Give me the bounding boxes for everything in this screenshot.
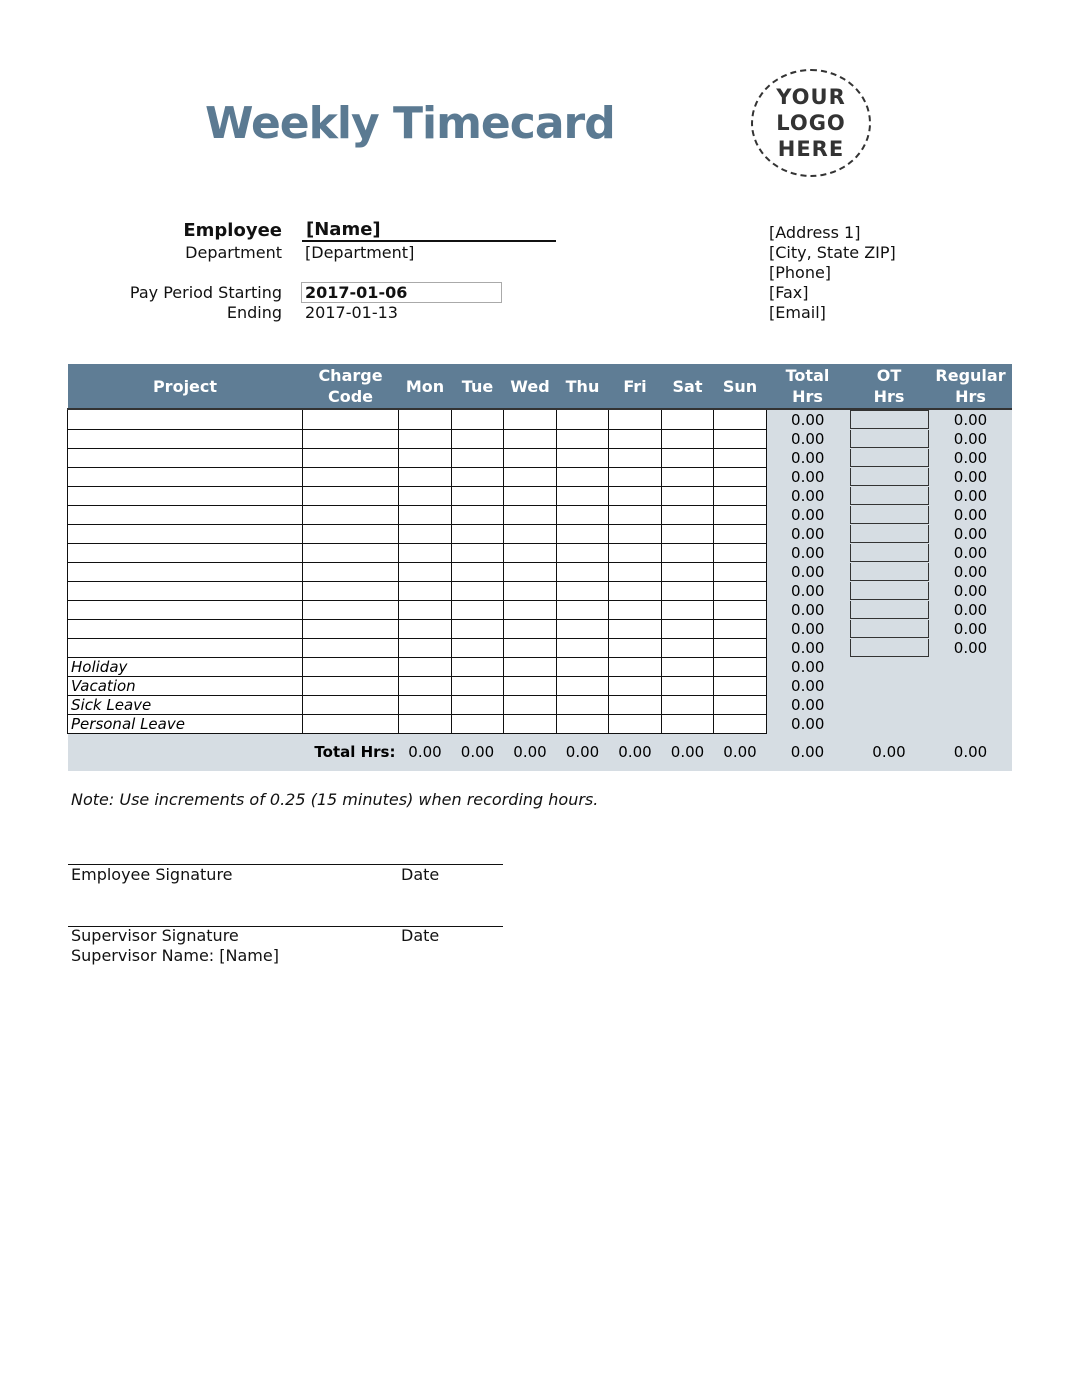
charge-code-cell[interactable] — [303, 676, 399, 695]
wed-hours-cell[interactable] — [504, 524, 557, 543]
ot-input[interactable] — [850, 525, 929, 543]
tue-hours-cell[interactable] — [452, 619, 504, 638]
sat-hours-cell[interactable] — [662, 524, 714, 543]
row-regular-hrs: 0.00 — [930, 581, 1012, 600]
fri-hours-cell[interactable] — [609, 581, 662, 600]
empty-cell — [849, 714, 930, 733]
fri-hours-cell[interactable] — [609, 505, 662, 524]
project-cell[interactable] — [68, 467, 303, 486]
fri-hours-cell[interactable] — [609, 429, 662, 448]
mon-hours-cell[interactable] — [399, 429, 452, 448]
header-total-hrs — [767, 364, 849, 409]
tue-hours-cell[interactable] — [452, 467, 504, 486]
ot-input[interactable] — [850, 430, 929, 448]
thu-hours-cell[interactable] — [557, 429, 609, 448]
fri-hours-cell[interactable] — [609, 676, 662, 695]
header-text: Hrs — [792, 387, 823, 406]
fri-hours-cell[interactable] — [609, 638, 662, 657]
table-row — [68, 638, 1012, 657]
row-total-hrs: 0.00 — [767, 714, 849, 733]
ot-hrs-cell[interactable] — [849, 543, 930, 562]
mon-hours-cell[interactable] — [399, 695, 452, 714]
thu-hours-cell[interactable] — [557, 409, 609, 429]
fri-hours-cell[interactable] — [609, 467, 662, 486]
header-text: Hrs — [955, 387, 986, 406]
charge-code-cell[interactable] — [303, 505, 399, 524]
sun-hours-cell[interactable] — [714, 657, 767, 676]
row-total-hrs: 0.00 — [767, 467, 849, 486]
thu-hours-cell[interactable] — [557, 657, 609, 676]
sun-hours-cell[interactable] — [714, 429, 767, 448]
mon-hours-cell[interactable] — [399, 543, 452, 562]
wed-hours-cell[interactable] — [504, 543, 557, 562]
supervisor-signature-label: Supervisor Signature — [71, 926, 239, 945]
row-regular-hrs: 0.00 — [930, 448, 1012, 467]
sat-hours-cell[interactable] — [662, 600, 714, 619]
row-regular-hrs: 0.00 — [930, 429, 1012, 448]
charge-code-cell[interactable] — [303, 581, 399, 600]
ot-hrs-cell[interactable] — [849, 448, 930, 467]
thu-hours-cell[interactable] — [557, 714, 609, 733]
sat-hours-cell[interactable] — [662, 429, 714, 448]
sat-hours-cell[interactable] — [662, 543, 714, 562]
fri-hours-cell[interactable] — [609, 562, 662, 581]
thu-hours-cell[interactable] — [557, 638, 609, 657]
row-total-hrs: 0.00 — [767, 562, 849, 581]
project-cell[interactable] — [68, 429, 303, 448]
sat-hours-cell[interactable] — [662, 562, 714, 581]
thu-hours-cell[interactable] — [557, 486, 609, 505]
header-ot-hrs — [849, 364, 930, 409]
charge-code-cell[interactable] — [303, 524, 399, 543]
total-sat: 0.00 — [662, 733, 714, 771]
supervisor-date-label: Date — [401, 926, 440, 945]
row-total-hrs: 0.00 — [767, 676, 849, 695]
project-cell[interactable] — [68, 409, 303, 429]
row-total-hrs: 0.00 — [767, 619, 849, 638]
mon-hours-cell[interactable] — [399, 409, 452, 429]
tue-hours-cell[interactable] — [452, 676, 504, 695]
mon-hours-cell[interactable] — [399, 619, 452, 638]
charge-code-cell[interactable] — [303, 695, 399, 714]
tue-hours-cell[interactable] — [452, 543, 504, 562]
fax: [Fax] — [769, 283, 809, 302]
sat-hours-cell[interactable] — [662, 448, 714, 467]
mon-hours-cell[interactable] — [399, 562, 452, 581]
wed-hours-cell[interactable] — [504, 409, 557, 429]
project-cell[interactable] — [68, 581, 303, 600]
wed-hours-cell[interactable] — [504, 581, 557, 600]
sun-hours-cell[interactable] — [714, 562, 767, 581]
sun-hours-cell[interactable] — [714, 409, 767, 429]
fri-hours-cell[interactable] — [609, 409, 662, 429]
row-total-hrs: 0.00 — [767, 505, 849, 524]
row-total-hrs: 0.00 — [767, 638, 849, 657]
fri-hours-cell[interactable] — [609, 714, 662, 733]
row-total-hrs: 0.00 — [767, 581, 849, 600]
row-regular-hrs: 0.00 — [930, 638, 1012, 657]
tue-hours-cell[interactable] — [452, 695, 504, 714]
charge-code-cell[interactable] — [303, 409, 399, 429]
sat-hours-cell[interactable] — [662, 581, 714, 600]
project-cell[interactable] — [68, 600, 303, 619]
charge-code-cell[interactable] — [303, 714, 399, 733]
row-regular-hrs: 0.00 — [930, 619, 1012, 638]
sun-hours-cell[interactable] — [714, 524, 767, 543]
empty-cell — [849, 695, 930, 714]
row-regular-hrs: 0.00 — [930, 505, 1012, 524]
sun-hours-cell[interactable] — [714, 619, 767, 638]
ot-hrs-cell[interactable] — [849, 524, 930, 543]
charge-code-cell[interactable] — [303, 562, 399, 581]
sun-hours-cell[interactable] — [714, 638, 767, 657]
charge-code-cell[interactable] — [303, 638, 399, 657]
sun-hours-cell[interactable] — [714, 505, 767, 524]
mon-hours-cell[interactable] — [399, 600, 452, 619]
total-hrs: 0.00 — [767, 733, 849, 771]
sat-hours-cell[interactable] — [662, 619, 714, 638]
tue-hours-cell[interactable] — [452, 638, 504, 657]
empty-cell — [930, 714, 1012, 733]
ot-hrs-cell[interactable] — [849, 429, 930, 448]
wed-hours-cell[interactable] — [504, 486, 557, 505]
empty-cell — [930, 676, 1012, 695]
fri-hours-cell[interactable] — [609, 695, 662, 714]
header-wed: Wed — [504, 364, 557, 409]
ot-hrs-cell[interactable] — [849, 467, 930, 486]
ot-input[interactable] — [850, 410, 929, 429]
total-regular: 0.00 — [930, 733, 1012, 771]
page-title: Weekly Timecard — [205, 98, 615, 149]
mon-hours-cell[interactable] — [399, 676, 452, 695]
row-total-hrs: 0.00 — [767, 695, 849, 714]
table-row — [68, 600, 1012, 619]
row-total-hrs: 0.00 — [767, 448, 849, 467]
sat-hours-cell[interactable] — [662, 657, 714, 676]
row-regular-hrs: 0.00 — [930, 467, 1012, 486]
ending-label: Ending — [226, 303, 282, 322]
ot-hrs-cell[interactable] — [849, 486, 930, 505]
department-label: Department — [185, 243, 282, 262]
thu-hours-cell[interactable] — [557, 581, 609, 600]
row-regular-hrs: 0.00 — [930, 409, 1012, 429]
wed-hours-cell[interactable] — [504, 505, 557, 524]
header-thu: Thu — [557, 364, 609, 409]
totals-label: Total Hrs: — [68, 733, 399, 771]
thu-hours-cell[interactable] — [557, 600, 609, 619]
empty-cell — [849, 676, 930, 695]
table-row — [68, 695, 1012, 714]
sun-hours-cell[interactable] — [714, 543, 767, 562]
wed-hours-cell[interactable] — [504, 657, 557, 676]
tue-hours-cell[interactable] — [452, 409, 504, 429]
fri-hours-cell[interactable] — [609, 657, 662, 676]
fri-hours-cell[interactable] — [609, 619, 662, 638]
header-mon: Mon — [399, 364, 452, 409]
table-row — [68, 619, 1012, 638]
address-line: [Address 1] — [769, 223, 861, 242]
table-row — [68, 543, 1012, 562]
table-row — [68, 524, 1012, 543]
header-sun: Sun — [714, 364, 767, 409]
thu-hours-cell[interactable] — [557, 619, 609, 638]
tue-hours-cell[interactable] — [452, 486, 504, 505]
note: Note: Use increments of 0.25 (15 minutes) when recording hours. — [71, 790, 599, 809]
thu-hours-cell[interactable] — [557, 505, 609, 524]
mon-hours-cell[interactable] — [399, 638, 452, 657]
header-sat: Sat — [662, 364, 714, 409]
total-ot: 0.00 — [849, 733, 930, 771]
department-field[interactable]: [Department] — [305, 243, 415, 262]
sun-hours-cell[interactable] — [714, 581, 767, 600]
table-row — [68, 448, 1012, 467]
project-cell[interactable] — [68, 486, 303, 505]
sun-hours-cell[interactable] — [714, 600, 767, 619]
supervisor-name: Supervisor Name: [Name] — [71, 946, 279, 965]
header-project: Project — [68, 364, 303, 409]
sat-hours-cell[interactable] — [662, 467, 714, 486]
wed-hours-cell[interactable] — [504, 714, 557, 733]
email: [Email] — [769, 303, 826, 322]
ot-hrs-cell[interactable] — [849, 638, 930, 657]
sat-hours-cell[interactable] — [662, 505, 714, 524]
row-regular-hrs: 0.00 — [930, 600, 1012, 619]
row-regular-hrs: 0.00 — [930, 562, 1012, 581]
tue-hours-cell[interactable] — [452, 562, 504, 581]
header-text: OT — [876, 366, 902, 385]
row-total-hrs: 0.00 — [767, 657, 849, 676]
thu-hours-cell[interactable] — [557, 448, 609, 467]
sat-hours-cell[interactable] — [662, 486, 714, 505]
logo-text: YOUR — [776, 85, 846, 109]
tue-hours-cell[interactable] — [452, 581, 504, 600]
total-mon: 0.00 — [399, 733, 452, 771]
logo-text: HERE — [777, 137, 845, 161]
fri-hours-cell[interactable] — [609, 600, 662, 619]
mon-hours-cell[interactable] — [399, 486, 452, 505]
header-tue: Tue — [452, 364, 504, 409]
tue-hours-cell[interactable] — [452, 657, 504, 676]
project-cell[interactable] — [68, 562, 303, 581]
pay-period-end-value: 2017-01-13 — [305, 303, 398, 322]
charge-code-cell[interactable] — [303, 657, 399, 676]
wed-hours-cell[interactable] — [504, 638, 557, 657]
employee-date-label: Date — [401, 865, 440, 884]
employee-name-field[interactable]: [Name] — [302, 219, 556, 242]
empty-cell — [930, 695, 1012, 714]
fri-hours-cell[interactable] — [609, 543, 662, 562]
fri-hours-cell[interactable] — [609, 524, 662, 543]
sun-hours-cell[interactable] — [714, 676, 767, 695]
total-tue: 0.00 — [452, 733, 504, 771]
mon-hours-cell[interactable] — [399, 581, 452, 600]
project-cell[interactable]: Sick Leave — [68, 695, 303, 714]
wed-hours-cell[interactable] — [504, 600, 557, 619]
total-sun: 0.00 — [714, 733, 767, 771]
sun-hours-cell[interactable] — [714, 448, 767, 467]
table-row — [68, 409, 1012, 429]
sun-hours-cell[interactable] — [714, 714, 767, 733]
project-cell[interactable] — [68, 619, 303, 638]
logo-text: LOGO — [776, 111, 846, 135]
employee-label: Employee — [183, 220, 282, 241]
tue-hours-cell[interactable] — [452, 600, 504, 619]
mon-hours-cell[interactable] — [399, 467, 452, 486]
sat-hours-cell[interactable] — [662, 714, 714, 733]
table-row — [68, 714, 1012, 733]
table-row — [68, 505, 1012, 524]
charge-code-cell[interactable] — [303, 619, 399, 638]
wed-hours-cell[interactable] — [504, 676, 557, 695]
total-wed: 0.00 — [504, 733, 557, 771]
empty-cell — [930, 657, 1012, 676]
table-row — [68, 657, 1012, 676]
mon-hours-cell[interactable] — [399, 714, 452, 733]
pay-period-label: Pay Period Starting — [129, 283, 282, 302]
table-row — [68, 467, 1012, 486]
project-cell[interactable] — [68, 505, 303, 524]
charge-code-cell[interactable] — [303, 467, 399, 486]
wed-hours-cell[interactable] — [504, 467, 557, 486]
project-cell[interactable]: Vacation — [68, 676, 303, 695]
project-cell[interactable]: Holiday — [68, 657, 303, 676]
ot-input[interactable] — [850, 487, 929, 505]
sat-hours-cell[interactable] — [662, 409, 714, 429]
thu-hours-cell[interactable] — [557, 524, 609, 543]
wed-hours-cell[interactable] — [504, 562, 557, 581]
header-text: Code — [327, 387, 374, 406]
thu-hours-cell[interactable] — [557, 695, 609, 714]
wed-hours-cell[interactable] — [504, 448, 557, 467]
employee-signature-label: Employee Signature — [71, 865, 233, 884]
sun-hours-cell[interactable] — [714, 486, 767, 505]
row-total-hrs: 0.00 — [767, 409, 849, 429]
wed-hours-cell[interactable] — [504, 619, 557, 638]
sat-hours-cell[interactable] — [662, 638, 714, 657]
ot-hrs-cell[interactable] — [849, 409, 930, 429]
charge-code-cell[interactable] — [303, 429, 399, 448]
tue-hours-cell[interactable] — [452, 448, 504, 467]
tue-hours-cell[interactable] — [452, 429, 504, 448]
charge-code-cell[interactable] — [303, 448, 399, 467]
header-regular-hrs — [930, 364, 1012, 409]
header-text: Charge — [318, 366, 383, 385]
thu-hours-cell[interactable] — [557, 467, 609, 486]
city-state-zip: [City, State ZIP] — [769, 243, 896, 262]
total-fri: 0.00 — [609, 733, 662, 771]
header-charge-code — [303, 364, 399, 409]
tue-hours-cell[interactable] — [452, 524, 504, 543]
total-thu: 0.00 — [557, 733, 609, 771]
charge-code-cell[interactable] — [303, 486, 399, 505]
ot-input[interactable] — [850, 639, 929, 657]
ot-hrs-cell[interactable] — [849, 581, 930, 600]
row-total-hrs: 0.00 — [767, 429, 849, 448]
row-total-hrs: 0.00 — [767, 524, 849, 543]
wed-hours-cell[interactable] — [504, 429, 557, 448]
ot-hrs-cell[interactable] — [849, 562, 930, 581]
charge-code-cell[interactable] — [303, 543, 399, 562]
ot-input[interactable] — [850, 544, 929, 562]
sun-hours-cell[interactable] — [714, 695, 767, 714]
row-total-hrs: 0.00 — [767, 543, 849, 562]
phone: [Phone] — [769, 263, 832, 282]
header-fri: Fri — [609, 364, 662, 409]
row-regular-hrs: 0.00 — [930, 543, 1012, 562]
ot-hrs-cell[interactable] — [849, 619, 930, 638]
row-regular-hrs: 0.00 — [930, 486, 1012, 505]
header-row — [68, 364, 1012, 409]
thu-hours-cell[interactable] — [557, 543, 609, 562]
logo-placeholder — [751, 69, 871, 177]
sat-hours-cell[interactable] — [662, 676, 714, 695]
sat-hours-cell[interactable] — [662, 695, 714, 714]
ot-input[interactable] — [850, 563, 929, 581]
table-row — [68, 581, 1012, 600]
timecard-table — [67, 364, 1011, 771]
project-cell[interactable]: Personal Leave — [68, 714, 303, 733]
empty-cell — [849, 657, 930, 676]
ot-input[interactable] — [850, 620, 929, 638]
project-cell[interactable] — [68, 543, 303, 562]
fri-hours-cell[interactable] — [609, 486, 662, 505]
totals-row — [68, 733, 1012, 771]
ot-hrs-cell[interactable] — [849, 600, 930, 619]
header-text: Regular — [935, 366, 1006, 385]
fri-hours-cell[interactable] — [609, 448, 662, 467]
table-row — [68, 486, 1012, 505]
sun-hours-cell[interactable] — [714, 467, 767, 486]
ot-input[interactable] — [850, 468, 929, 486]
pay-period-start-field[interactable]: 2017-01-06 — [301, 282, 502, 303]
ot-hrs-cell[interactable] — [849, 505, 930, 524]
wed-hours-cell[interactable] — [504, 695, 557, 714]
tue-hours-cell[interactable] — [452, 505, 504, 524]
header-text: Hrs — [873, 387, 905, 406]
header-text: Total — [785, 366, 830, 385]
ot-input[interactable] — [850, 506, 929, 524]
ot-input[interactable] — [850, 582, 929, 600]
project-cell[interactable] — [68, 524, 303, 543]
table-row — [68, 676, 1012, 695]
mon-hours-cell[interactable] — [399, 505, 452, 524]
thu-hours-cell[interactable] — [557, 676, 609, 695]
charge-code-cell[interactable] — [303, 600, 399, 619]
project-cell[interactable] — [68, 448, 303, 467]
row-total-hrs: 0.00 — [767, 600, 849, 619]
mon-hours-cell[interactable] — [399, 448, 452, 467]
mon-hours-cell[interactable] — [399, 657, 452, 676]
thu-hours-cell[interactable] — [557, 562, 609, 581]
table-row — [68, 429, 1012, 448]
tue-hours-cell[interactable] — [452, 714, 504, 733]
ot-input[interactable] — [850, 449, 929, 467]
ot-input[interactable] — [850, 601, 929, 619]
table-row — [68, 562, 1012, 581]
project-cell[interactable] — [68, 638, 303, 657]
row-total-hrs: 0.00 — [767, 486, 849, 505]
mon-hours-cell[interactable] — [399, 524, 452, 543]
row-regular-hrs: 0.00 — [930, 524, 1012, 543]
